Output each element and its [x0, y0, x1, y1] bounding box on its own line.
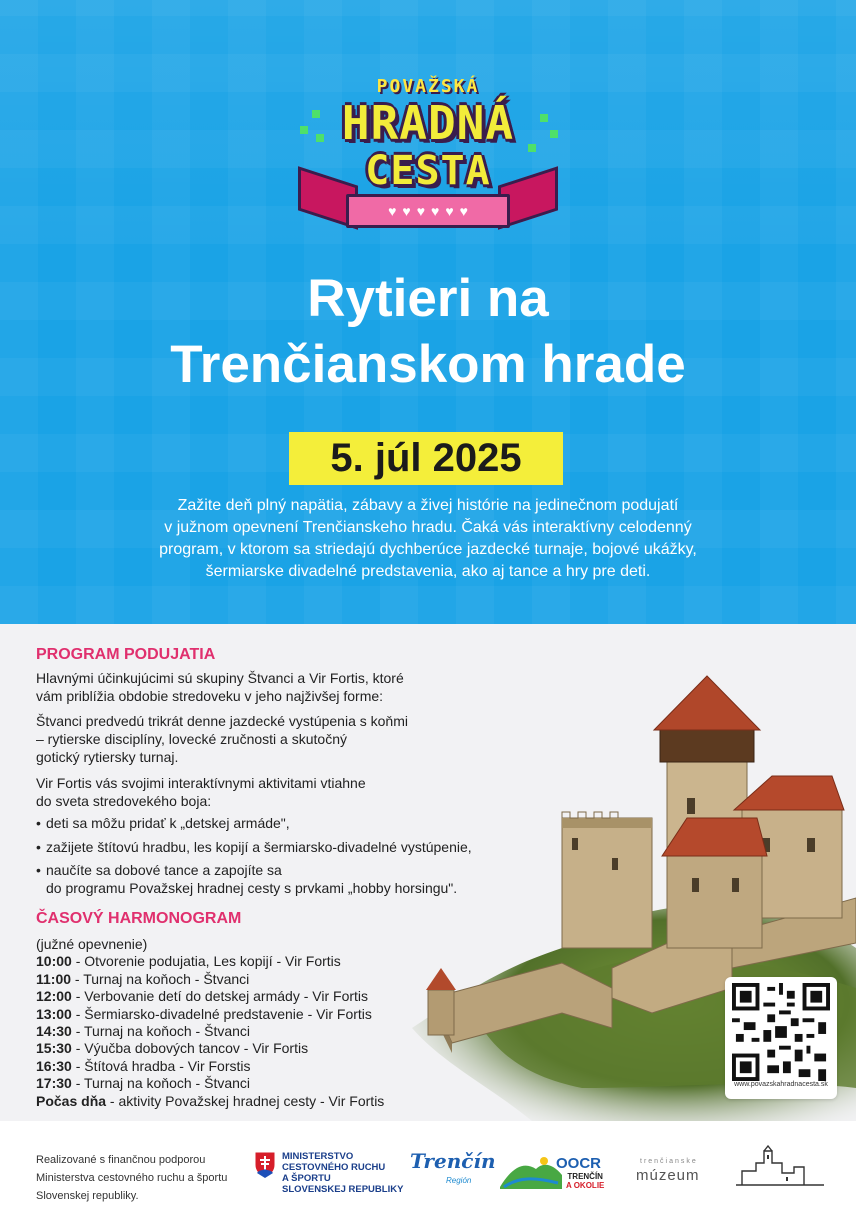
intro-line: Zažite deň plný napätia, zábavy a živej histórie na jedinečnom podujatí	[177, 497, 679, 514]
schedule-time: 11:00	[36, 970, 72, 987]
title-line-2: Trenčianskom hrade	[170, 335, 686, 394]
schedule-time: 12:00	[36, 988, 72, 1005]
bullet-text: zažijete štítovú hradbu, les kopijí a šermiarsko-divadelné vystúpenie,	[46, 839, 472, 855]
bullet-icon: •	[36, 839, 41, 855]
bullet-text: do programu Považskej hradnej cesty s prvkami „hobby horsingu".	[46, 880, 458, 896]
logo-word-cesta: CESTA	[365, 148, 491, 194]
schedule-row	[36, 1075, 436, 1092]
logo-top-text: POVAŽSKÁ	[376, 76, 480, 97]
museum-logo-top: trenčianske	[640, 1158, 698, 1165]
heart-icon: ♥	[459, 203, 468, 219]
program-section	[0, 624, 856, 1121]
schedule-list	[36, 936, 436, 1110]
schedule-text: - Turnaj na koňoch - Štvanci	[71, 1075, 251, 1092]
heart-icon: ♥	[388, 203, 397, 219]
event-date: 5. júl 2025	[289, 432, 563, 485]
program-heading: PROGRAM PODUJATIA	[36, 646, 216, 663]
title-line-1: Rytieri na	[307, 269, 549, 328]
text-line: A ŠPORTU	[282, 1173, 331, 1184]
text-line: A OKOLIE	[566, 1181, 605, 1190]
bullet-icon: •	[36, 862, 41, 878]
schedule-text: - Turnaj na koňoch - Štvanci	[71, 1023, 251, 1040]
text-line: vám priblížia obdobie stredoveku v jeho najživšej forme:	[36, 688, 384, 704]
museum-logo: múzeum	[636, 1167, 700, 1184]
schedule-text: - Turnaj na koňoch - Štvanci	[71, 970, 250, 987]
schedule-row	[36, 1023, 436, 1040]
ocr-logo-text: OOCR	[556, 1155, 601, 1172]
schedule-row	[36, 953, 436, 970]
schedule-row	[36, 988, 436, 1005]
schedule-time: 16:30	[36, 1057, 72, 1074]
bullet-item	[36, 814, 506, 832]
qr-code-icon	[731, 983, 831, 1081]
support-text	[36, 1151, 256, 1205]
ocr-hills-icon	[500, 1155, 562, 1189]
ministry-logo	[254, 1151, 404, 1195]
schedule-text: - Otvorenie podujatia, Les kopijí - Vir Fortis	[71, 953, 341, 970]
text-line: Slovenskej republiky.	[36, 1190, 139, 1202]
text-line: SLOVENSKEJ REPUBLIKY	[282, 1184, 404, 1195]
heart-icon: ♥	[416, 203, 425, 219]
bullet-text: naučíte sa dobové tance a zapojíte sa	[46, 862, 282, 878]
bullet-item	[36, 838, 506, 856]
heart-icon: ♥	[431, 203, 440, 219]
schedule-text: - Verbovanie detí do detskej armády - Vir Fortis	[71, 988, 369, 1005]
schedule-text: - Štítová hradba - Vir Forstis	[71, 1057, 251, 1074]
intro-line: v južnom opevnení Trenčianskeho hradu. Čaká vás interaktívny celodenný	[164, 519, 692, 536]
text-line: Štvanci predvedú trikrát denne jazdecké vystúpenia s koňmi	[36, 713, 408, 729]
schedule-heading: ČASOVÝ HARMONOGRAM	[36, 910, 242, 927]
intro-line: program, v ktorom sa striedajú dychberúce jazdecké turnaje, bojové ukážky,	[159, 541, 697, 558]
schedule-row	[36, 1093, 436, 1110]
heart-icon: ♥	[402, 203, 411, 219]
program-paragraph-3	[36, 774, 506, 810]
page-title	[0, 266, 856, 398]
text-line: TRENČÍN	[567, 1172, 603, 1181]
text-line: Hlavnými účinkujúcimi sú skupiny Štvanci a Vir Fortis, ktoré	[36, 670, 404, 686]
logo-ribbon	[298, 190, 558, 240]
schedule-time: 13:00	[36, 1005, 72, 1022]
text-line: do sveta stredovekého boja:	[36, 793, 212, 809]
text-line: Vir Fortis vás svojimi interaktívnymi aktivitami vtiahne	[36, 775, 366, 791]
schedule-row	[36, 1040, 436, 1057]
ocr-logo-sub	[566, 1172, 604, 1190]
trencin-region-sub: Región	[446, 1176, 472, 1185]
program-paragraph-1	[36, 669, 506, 705]
ribbon-band	[346, 194, 510, 228]
castle-line-icon	[734, 1145, 826, 1189]
text-line: MINISTERSTVO	[282, 1151, 354, 1162]
schedule-time: 10:00	[36, 953, 72, 970]
bullet-item	[36, 861, 506, 897]
program-paragraph-2	[36, 712, 506, 766]
coat-of-arms-icon	[254, 1151, 276, 1179]
schedule-time: Počas dňa	[36, 1092, 107, 1109]
schedule-row	[36, 971, 436, 988]
intro-text	[110, 495, 746, 583]
schedule-time: 17:30	[36, 1075, 72, 1092]
bullet-text: deti sa môžu pridať k „detskej armáde",	[46, 815, 290, 831]
bullet-icon: •	[36, 815, 41, 831]
trencin-region-logo: Trenčín	[410, 1149, 496, 1173]
text-line: Realizované s finančnou podporou	[36, 1154, 206, 1166]
text-line: Ministerstva cestovného ruchu a športu	[36, 1172, 228, 1184]
schedule-location: (južné opevnenie)	[36, 936, 148, 952]
schedule-text: - Výučba dobových tancov - Vir Fortis	[71, 1040, 309, 1057]
text-line: CESTOVNÉHO RUCHU	[282, 1162, 386, 1173]
schedule-time: 15:30	[36, 1040, 72, 1057]
schedule-time: 14:30	[36, 1023, 72, 1040]
text-line: – rytierske disciplíny, lovecké zručnosti a skutočný	[36, 731, 347, 747]
event-logo	[278, 70, 578, 235]
qr-url[interactable]: www.povazskahradnacesta.sk	[734, 1081, 828, 1088]
schedule-text: - aktivity Považskej hradnej cesty - Vir Fortis	[106, 1092, 385, 1109]
schedule-text: - Šermiarsko-divadelné predstavenie - Vir Fortis	[71, 1005, 372, 1022]
heart-icon: ♥	[445, 203, 454, 219]
schedule-row	[36, 1006, 436, 1023]
schedule-row	[36, 1058, 436, 1075]
footer	[0, 1121, 856, 1213]
text-line: gotický rytiersky turnaj.	[36, 749, 179, 765]
logo-word-hradna: HRADNÁ	[341, 96, 515, 150]
intro-line: šermiarske divadelné predstavenia, ako aj tance a hry pre deti.	[205, 563, 651, 580]
ministry-text	[282, 1151, 422, 1195]
qr-code[interactable]	[725, 977, 837, 1099]
